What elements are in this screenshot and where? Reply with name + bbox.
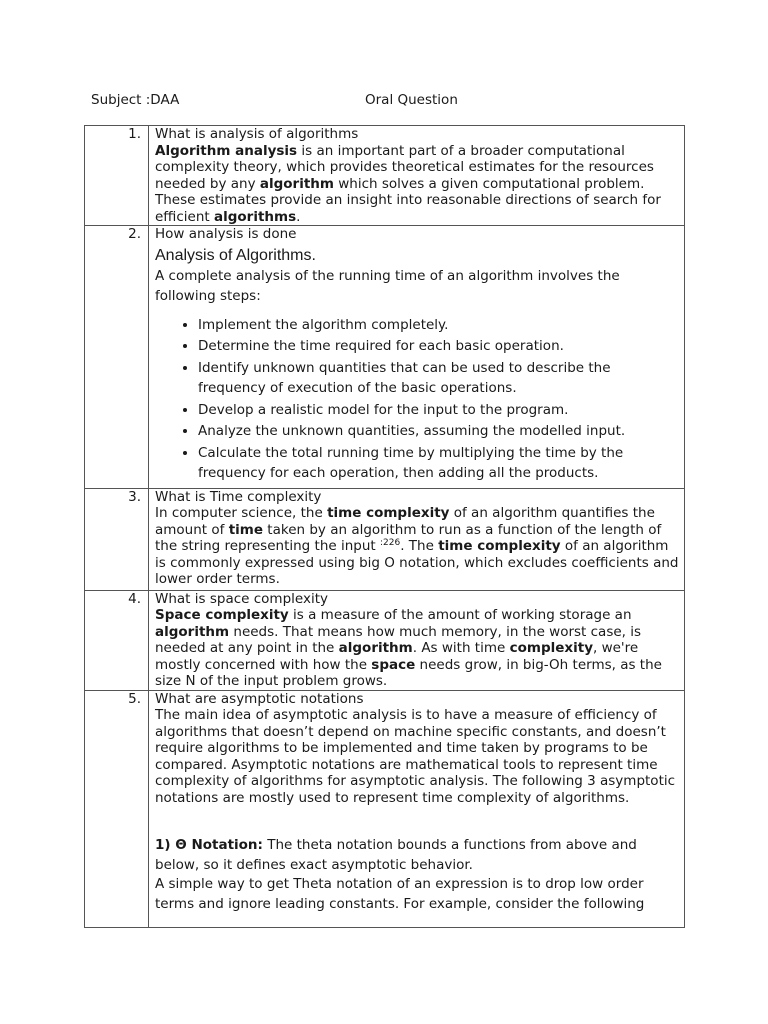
row-content (149, 226, 685, 489)
theta-notation-paragraph (155, 836, 680, 875)
citation-superscript: :226 (380, 538, 401, 548)
list-item: • Identify unknown quantities that can be used to describe the frequency of execution of the basic operations. (198, 358, 680, 399)
list-item: • Calculate the total running time by multiplying the time by the frequency for each operation, then adding all the products. (198, 443, 680, 484)
row-number: 3. (85, 488, 149, 590)
text-run: of an algorithm is commonly expressed using big O notation, which excludes coefficients and lower order terms. (155, 538, 679, 587)
bold-term: algorithm (155, 623, 230, 640)
bold-term: time complexity (438, 538, 561, 554)
text-run: of an algorithm quantifies the amount of (155, 505, 655, 538)
text-run: . (296, 208, 301, 225)
bold-term: algorithm (338, 640, 413, 656)
subject-label: Subject :DAA (91, 92, 180, 108)
answer-text (155, 143, 680, 226)
table-row (85, 226, 685, 489)
text-run: , we're mostly concerned with how the (155, 640, 639, 673)
row-content (149, 488, 685, 590)
question-text: What is Time complexity (155, 488, 322, 505)
answer-text (155, 607, 680, 690)
bold-term: complexity (509, 640, 593, 656)
text-run: which solves a given computational problem. These estimates provide an insight into reasonable directions of search for efficient (155, 175, 661, 225)
question-text: How analysis is done (155, 226, 297, 242)
questions-table (84, 125, 685, 928)
row-number: 5. (85, 690, 149, 927)
question-text: What is analysis of algorithms (155, 126, 359, 142)
bold-term: space (371, 656, 416, 673)
list-item: • Analyze the unknown quantities, assuming the modelled input. (198, 421, 680, 442)
steps-list (155, 315, 680, 484)
text-run: needs. That means how much memory, in the worst case, is needed at any point in the (155, 623, 642, 656)
row-content (149, 690, 685, 927)
row-number: 4. (85, 590, 149, 690)
row-number: 2. (85, 226, 149, 489)
text-run: is a measure of the amount of working storage an (288, 607, 632, 623)
text-run: . The (400, 538, 439, 554)
answer-heading: Analysis of Algorithms. (155, 246, 316, 264)
table-row (85, 590, 685, 690)
table-row (85, 126, 685, 226)
bold-term: Space complexity (155, 607, 289, 623)
document-title: Oral Question (365, 92, 458, 108)
bold-term: Algorithm analysis (155, 142, 298, 159)
bold-term: time (228, 521, 263, 538)
text-run: In computer science, the (155, 505, 328, 521)
answer-text: The main idea of asymptotic analysis is to have a measure of efficiency of algorithms that doesn’t depend on machine specific constants, and doesn’t require algorithms to be implemented and time taken by programs to be compared. Asymptotic notations are mathematical tools to represent time complexity of algorithms for asymptotic analysis. The following 3 asymptotic notations are mostly used to represent time complexity of algorithms. (155, 707, 676, 806)
row-content (149, 126, 685, 226)
answer-intro: A complete analysis of the running time of an algorithm involves the following steps: (155, 267, 620, 304)
bold-term: algorithm (259, 175, 334, 192)
row-number: 1. (85, 126, 149, 226)
text-run: taken by an algorithm to run as a function of the length of the string representing the input (155, 521, 662, 554)
answer-text (155, 505, 680, 588)
theta-text: The theta notation bounds a functions from above and below, so it defines exact asymptotic behavior. (155, 837, 637, 873)
bold-term: algorithms (213, 208, 297, 225)
text-run: is an important part of a broader computational complexity theory, which provides theoretical estimates for the resources needed by any (155, 142, 654, 192)
theta-explanation: A simple way to get Theta notation of an expression is to drop low order terms and ignore leading constants. For example, consider the following (155, 876, 645, 912)
bold-term: time complexity (327, 505, 450, 521)
question-text: What are asymptotic notations (155, 690, 364, 707)
theta-label: 1) Θ Notation: (155, 837, 263, 853)
text-run: . As with time (412, 640, 510, 656)
list-item: • Determine the time required for each basic operation. (198, 336, 680, 357)
table-row (85, 690, 685, 927)
table-row (85, 488, 685, 590)
row-content (149, 590, 685, 690)
list-item: • Implement the algorithm completely. (198, 315, 680, 336)
list-item: • Develop a realistic model for the input to the program. (198, 400, 680, 421)
text-run: needs grow, in big-Oh terms, as the size N of the input problem grows. (155, 656, 662, 689)
question-text: What is space complexity (155, 590, 328, 607)
